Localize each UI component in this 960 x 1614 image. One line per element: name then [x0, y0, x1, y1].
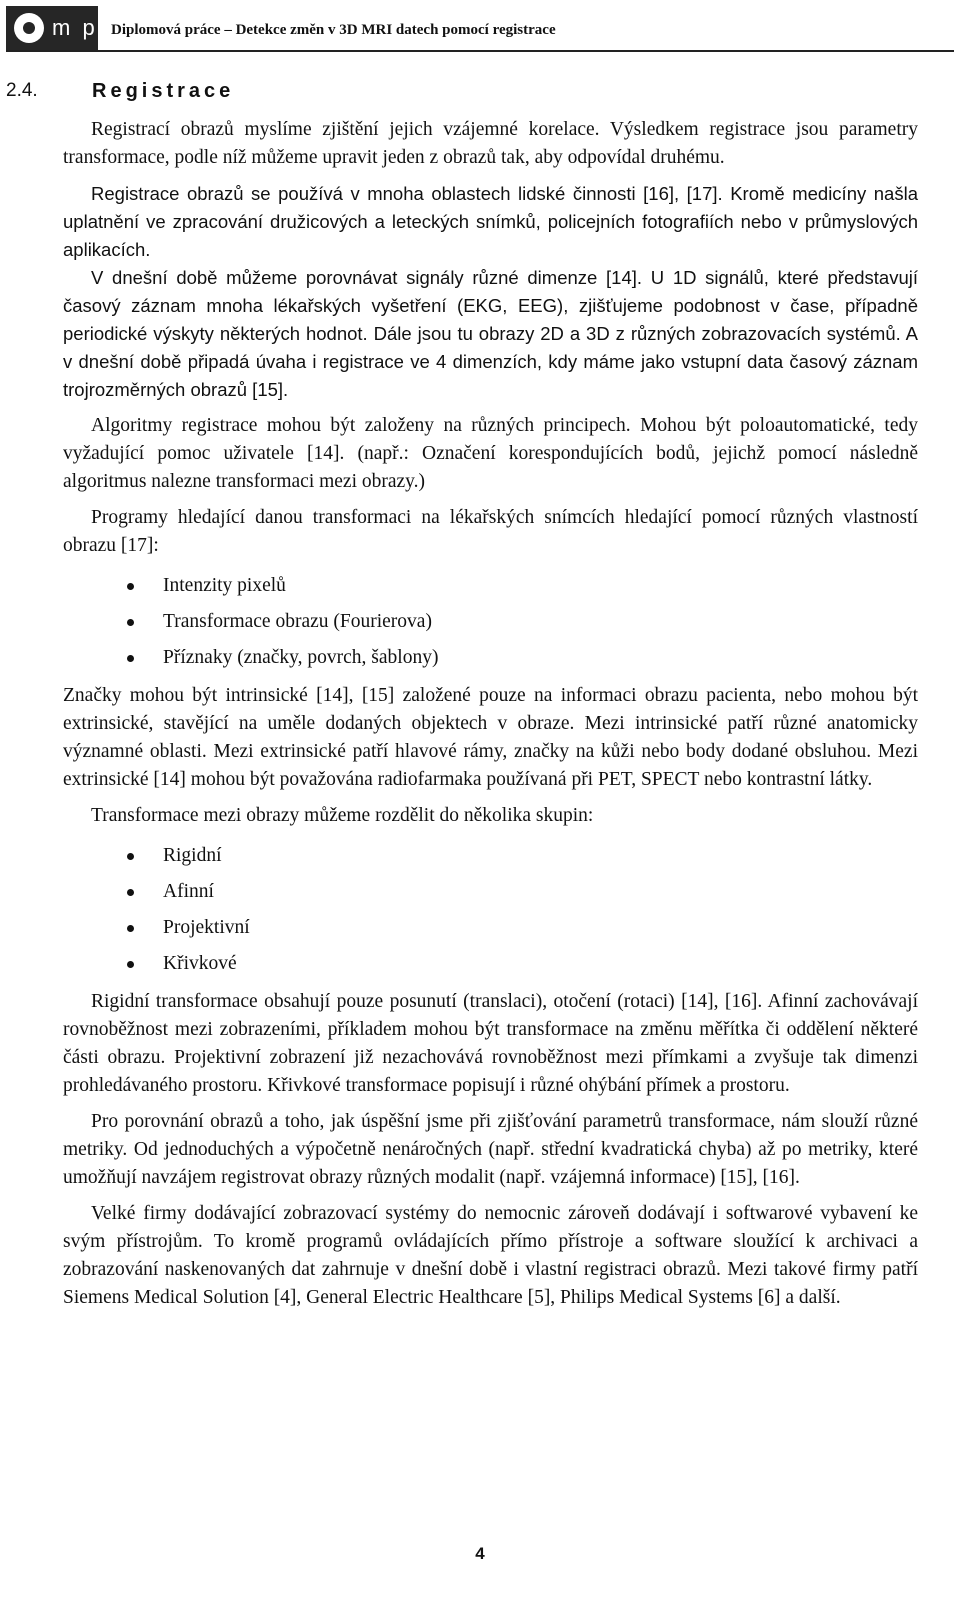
section-title: Registrace [92, 80, 235, 102]
paragraph-5: Programy hledající danou transformaci na lékařských snímcích hledající pomocí různých vlastností obrazu [17]: [63, 507, 918, 556]
page-number: 4 [475, 1544, 485, 1563]
paragraph-4: Algoritmy registrace mohou být založeny na různých principech. Mohou být poloautomatické, tedy vyžadující pomoc uživatele [14]. (např.: Označení korespondujících bodů, jejichž pomocí následně algoritmus nalezne transformaci mezi obrazy.) [63, 415, 918, 492]
list-item: Projektivní [63, 910, 918, 946]
feature-list [63, 568, 918, 676]
body-text [63, 116, 918, 1320]
header-title: Diplomová práce – Detekce změn v 3D MRI datech pomocí registrace [111, 22, 556, 38]
list-item: Afinní [63, 874, 918, 910]
university-logo [6, 6, 98, 50]
list-item: Příznaky (značky, povrch, šablony) [63, 640, 918, 676]
page-header [6, 6, 954, 52]
paragraph-8: Rigidní transformace obsahují pouze posunutí (translaci), otočení (rotaci) [14], [16]. Afinní zachovávají rovnoběžnost mezi zobrazeními, příkladem mohou být transformace na změnu měřítka či oddělení některé části obrazu. Projektivní zobrazení již nezachovává rovnoběžnost mezi přímkami a zvyšuje tak dimenzi prohledávaného prostoru. Křivkové transformace popisují i různé ohýbání přímek a prostoru. [63, 991, 918, 1096]
list-item: Transformace obrazu (Fourierova) [63, 604, 918, 640]
eye-icon [14, 13, 44, 43]
list-item: Intenzity pixelů [63, 568, 918, 604]
paragraph-3: V dnešní době můžeme porovnávat signály různé dimenze [14]. U 1D signálů, které představují časový záznam mnoha lékařských vyšetření (EKG, EEG), zjišťujeme podobnost v čase, případně periodické výskyty některých hodnot. Dále jsou tu obrazy 2D a 3D z různých zobrazovacích systémů. A v dnešní době připadá úvaha i registrace ve 4 dimenzích, kdy máme jako vstupní data časový záznam trojrozměrných obrazů [15]. [63, 267, 918, 400]
paragraph-2: Registrace obrazů se používá v mnoha oblastech lidské činnosti [16], [17]. Kromě medicíny našla uplatnění ve zpracování družicových a leteckých snímků, policejních fotografiích nebo v průmyslových aplikacích. [63, 183, 918, 260]
paragraph-6: Značky mohou být intrinsické [14], [15] založené pouze na informaci obrazu pacienta, nebo mohou být extrinsické, stavějící na uměle dodaných objektech v obraze. Mezi intrinsické patří různé anatomicky významné oblasti. Mezi extrinsické patří hlavové rámy, značky na kůži nebo body dodané obsluhou. Mezi extrinsické [14] mohou být považována radiofarmaka používaná při PET, SPECT nebo kontrastní látky. [63, 685, 918, 790]
list-item: Rigidní [63, 838, 918, 874]
logo-text: m p [52, 15, 98, 40]
section-number: 2.4. [6, 80, 38, 101]
paragraph-10: Velké firmy dodávající zobrazovací systémy do nemocnic zároveň dodávají i softwarové vybavení ke svým přístrojům. To kromě programů ovládajících přímo přístroje a software sloužící k archivaci a zobrazování naskenovaných dat zahrnuje v dnešní době i vlastní registraci obrazů. Mezi takové firmy patří Siemens Medical Solution [4], General Electric Healthcare [5], Philips Medical Systems [6] a další. [63, 1203, 918, 1308]
list-item: Křivkové [63, 946, 918, 982]
paragraph-7: Transformace mezi obrazy můžeme rozdělit do několika skupin: [91, 805, 594, 826]
transform-list [63, 838, 918, 982]
paragraph-9: Pro porovnání obrazů a toho, jak úspěšní jsme při zjišťování parametrů transformace, nám slouží různé metriky. Od jednoduchých a výpočetně nenáročných (např. střední kvadratická chyba) až po metriky, které umožňují navzájem registrovat obrazy různých modalit (např. vzájemná informace) [15], [16]. [63, 1111, 918, 1188]
section-heading [0, 80, 960, 110]
paragraph-1: Registrací obrazů myslíme zjištění jejich vzájemné korelace. Výsledkem registrace jsou parametry transformace, podle níž můžeme upravit jeden z obrazů tak, aby odpovídal druhému. [63, 119, 918, 168]
